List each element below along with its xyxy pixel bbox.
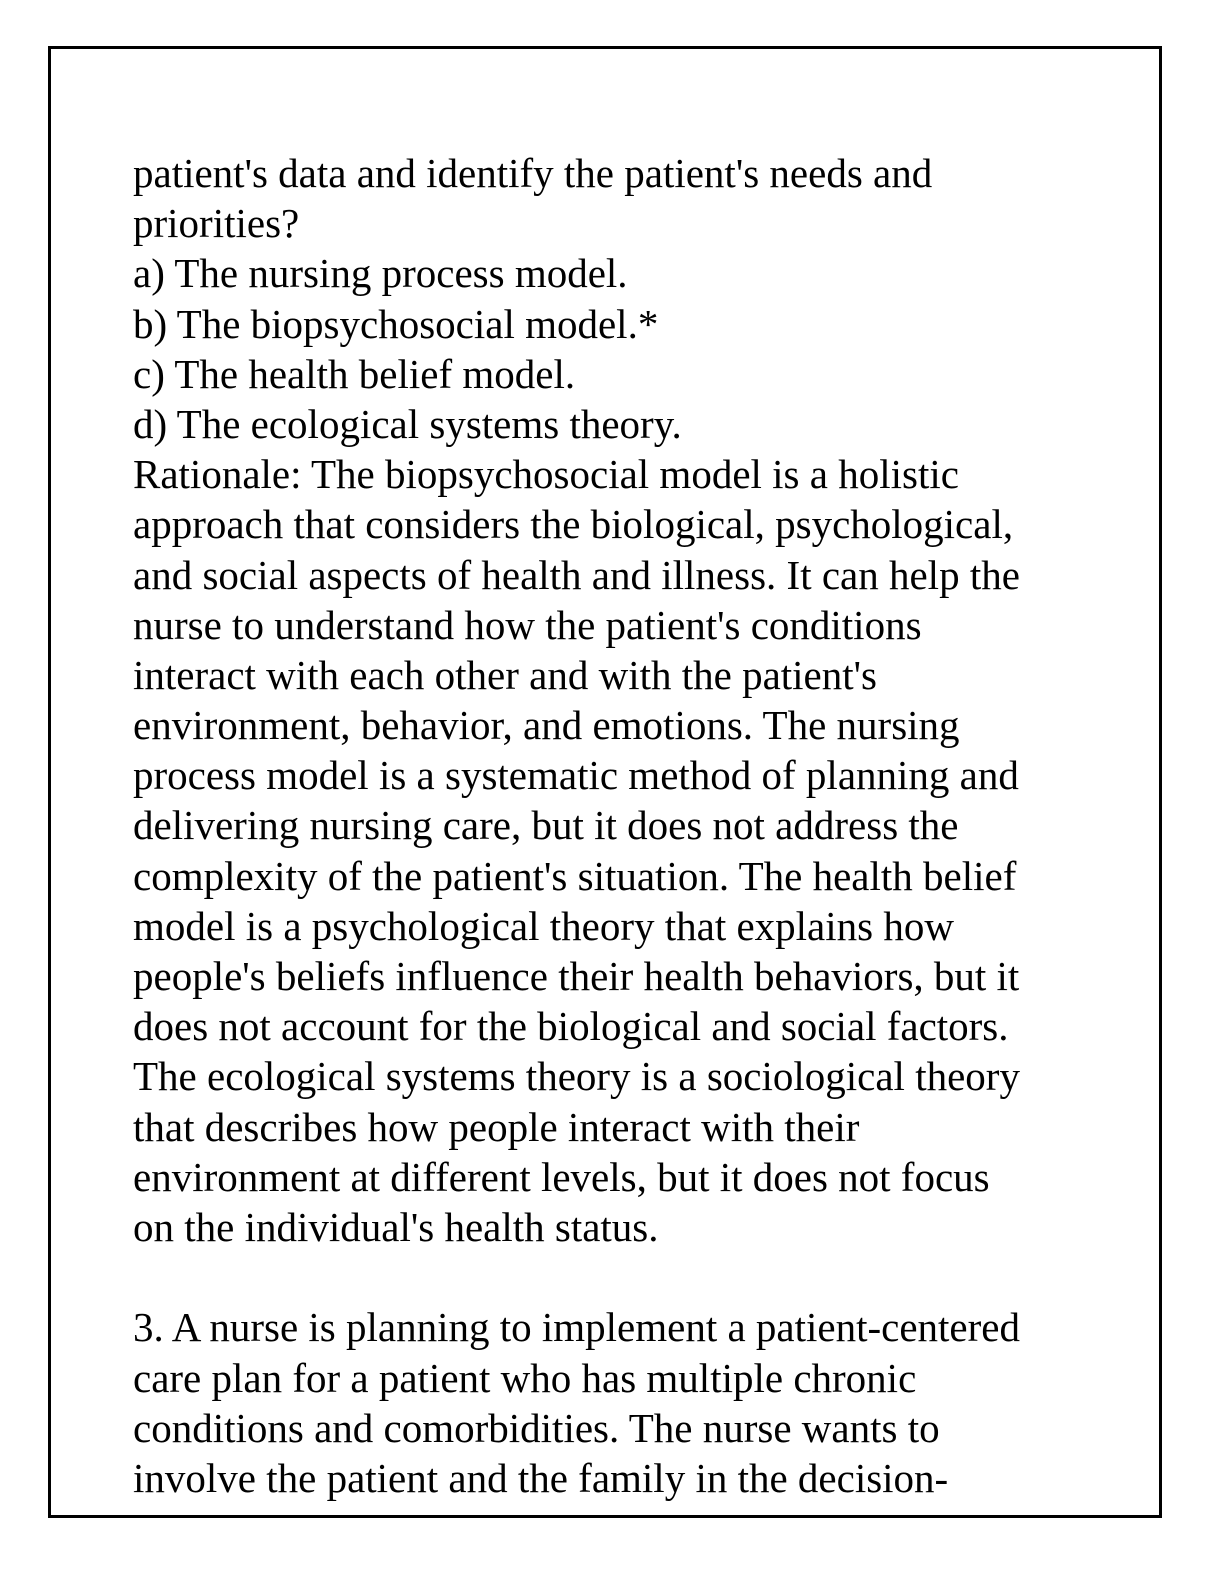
document-body (133, 148, 1133, 1503)
rationale-line: does not account for the biological and social factors. (133, 1003, 1009, 1050)
rationale (133, 449, 1133, 1252)
question-stem (133, 148, 1133, 248)
question-3 (133, 1302, 1133, 1503)
question-3-line: conditions and comorbidities. The nurse wants to (133, 1404, 940, 1451)
paragraph-gap (133, 1252, 1133, 1302)
question-3-line: involve the patient and the family in the decision- (133, 1454, 949, 1501)
rationale-line: nurse to understand how the patient's conditions (133, 601, 922, 648)
rationale-line: process model is a systematic method of planning and (133, 752, 1019, 799)
rationale-line: complexity of the patient's situation. The health belief (133, 852, 1017, 899)
rationale-line: interact with each other and with the patient's (133, 651, 877, 698)
stem-line: patient's data and identify the patient's needs and (133, 150, 933, 196)
rationale-line: environment, behavior, and emotions. The nursing (133, 702, 960, 749)
rationale-line: approach that considers the biological, psychological, (133, 501, 1014, 548)
question-3-line: care plan for a patient who has multiple chronic (133, 1354, 917, 1401)
rationale-line: environment at different levels, but it does not focus (133, 1153, 990, 1200)
option-a: a) The nursing process model. (133, 250, 628, 297)
option-d: d) The ecological systems theory. (133, 400, 682, 447)
option-c: c) The health belief model. (133, 350, 576, 397)
answer-options (133, 248, 1133, 449)
rationale-line: The ecological systems theory is a sociological theory (133, 1053, 1020, 1100)
rationale-line: that describes how people interact with their (133, 1103, 860, 1150)
question-3-line: 3. A nurse is planning to implement a patient-centered (133, 1304, 1020, 1351)
rationale-line: people's beliefs influence their health behaviors, but it (133, 953, 1020, 999)
stem-line: priorities? (133, 200, 300, 247)
rationale-line: delivering nursing care, but it does not address the (133, 802, 959, 849)
rationale-line: model is a psychological theory that explains how (133, 902, 954, 949)
rationale-line: Rationale: The biopsychosocial model is a holistic (133, 451, 959, 498)
option-b: b) The biopsychosocial model.* (133, 300, 659, 347)
rationale-line: and social aspects of health and illness. It can help the (133, 551, 1020, 598)
rationale-line: on the individual's health status. (133, 1203, 659, 1250)
